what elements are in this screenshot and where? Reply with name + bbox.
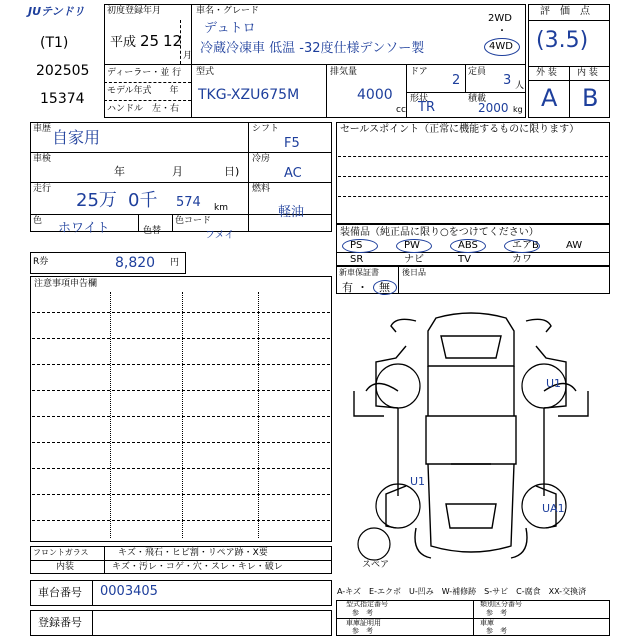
mileage-rest: 574: [176, 195, 201, 210]
color-value: ホワイト: [58, 221, 110, 236]
load-value: 2000: [478, 101, 509, 115]
registration-label: 登録番号: [38, 616, 82, 629]
type-label: 型式: [196, 67, 215, 77]
interior-cond-label: 内装: [56, 562, 75, 572]
shift-value: F5: [284, 136, 300, 151]
lot-prefix: (T1): [40, 35, 69, 51]
logo: [28, 4, 100, 20]
equipment-title: 装備品（純正品に限り○をつけてください）: [340, 227, 539, 238]
load-label: 積載: [468, 94, 487, 104]
damage-u1-right: U1: [546, 377, 562, 390]
drive-dot: ・: [497, 26, 507, 37]
equipment-circle: [504, 239, 540, 253]
drive-4wd: 4WD: [489, 41, 513, 52]
equipment-circle: [342, 239, 378, 253]
warranty-nashi: 無: [379, 281, 390, 294]
warranty-ari: 有: [342, 281, 353, 294]
doors-label: ドア: [410, 67, 428, 77]
equipment-item: PW: [404, 240, 420, 251]
inspection-year: 年: [114, 165, 125, 178]
exterior-label: 外 装: [536, 68, 557, 78]
warranty-label: 新車保証書: [339, 268, 379, 277]
glass-label: フロントガラス: [33, 548, 89, 557]
reg-year: 25: [140, 32, 160, 50]
shape-label: 形状: [410, 94, 429, 104]
capacity-unit: 人: [515, 81, 525, 91]
type-value: TKG-XZU675M: [198, 87, 300, 103]
exterior-value: A: [541, 84, 558, 112]
interior-cond-value: キズ・汚レ・コゲ・穴・スレ・キレ・破レ: [112, 562, 283, 572]
usage-label: 車歴: [33, 124, 52, 134]
rating-title: 評 価 点: [540, 6, 590, 17]
box1-title: 型式指定番号: [346, 600, 388, 608]
interior-label: 内 装: [577, 68, 598, 78]
car-name: デュトロ: [204, 21, 256, 36]
chassis-value: 0003405: [100, 584, 158, 599]
car-name-label: 車名・グレード: [196, 6, 260, 16]
reg-month: 12: [163, 32, 183, 50]
box1-sub: 参 考: [352, 609, 373, 617]
spare-label: スペア: [362, 560, 390, 570]
drive-2wd: 2WD: [488, 13, 512, 24]
fuel-value: 軽油: [278, 205, 305, 220]
equipment-item: カワ: [512, 254, 532, 265]
damage-ua1: UA1: [542, 502, 565, 515]
glass-value: キズ・飛石・ヒビ割・リペア跡・X要: [118, 548, 268, 558]
spare-wheel: [358, 528, 390, 560]
vehicle-diagram: [336, 296, 610, 586]
notes-title: 注意事項申告欄: [34, 279, 98, 289]
equipment-item: SR: [350, 254, 364, 265]
inspection-label: 車検: [33, 154, 52, 164]
shift-label: シフト: [252, 124, 280, 134]
sales-points-box: [336, 122, 610, 224]
fuel-label: 燃料: [252, 184, 271, 194]
warranty-dot: ・: [357, 281, 368, 294]
load-unit: kg: [513, 105, 523, 114]
wheels: [358, 364, 566, 560]
capacity-value: 3: [503, 73, 512, 88]
color-code-value: フメイ: [205, 230, 235, 241]
code-number-2: 15374: [40, 91, 85, 107]
era: 平成: [110, 35, 137, 50]
mileage-unit: km: [214, 203, 228, 213]
recycle-value: 8,820: [115, 255, 156, 271]
model-year-label: モデル年式 年: [107, 86, 179, 96]
mileage-sen: 0千: [128, 190, 158, 211]
equipment-item: エアB: [512, 240, 539, 251]
ac-label: 冷房: [252, 154, 271, 164]
equipment-item: AW: [566, 240, 583, 251]
equipment-item: ABS: [458, 240, 478, 251]
damage-u1-left: U1: [410, 475, 426, 488]
equipment-item: ナビ: [404, 254, 424, 265]
box4-title: 車庫: [480, 619, 494, 627]
mileage-label: 走行: [33, 184, 52, 194]
truck-outline: [354, 313, 588, 558]
equipment-item: TV: [458, 254, 471, 265]
box3-title: 車庫証明用: [346, 619, 381, 627]
equipment-circle: [450, 239, 486, 253]
recycle-unit: 円: [170, 258, 180, 268]
grade: 冷蔵冷凍車 低温 -32度仕様デンソー製: [200, 41, 425, 56]
doors-value: 2: [452, 73, 461, 88]
color-change-label: 色替: [143, 226, 162, 236]
month-unit: 月: [183, 51, 193, 61]
chassis-label: 車台番号: [38, 586, 82, 599]
shape-value: TR: [418, 100, 435, 115]
code-number-1: 202505: [36, 63, 90, 79]
logo-text: JUテンドリ: [28, 5, 85, 18]
box2-sub: 参 考: [486, 609, 507, 617]
inspection-month: 月: [172, 165, 183, 178]
damage-legend: A-キズ E-エクボ U-凹み W-補修跡 S-サビ C-腐食 XX-交換済: [337, 587, 587, 596]
inspection-day: 日): [224, 165, 240, 178]
notes-box: [30, 276, 332, 542]
displacement-value: 4000: [357, 87, 393, 103]
trunk-label: 後日品: [402, 268, 426, 277]
recycle-box: [30, 252, 186, 274]
rating-score: (3.5): [536, 28, 589, 53]
mileage-man: 25万: [76, 190, 117, 211]
displacement-unit: cc: [396, 105, 406, 115]
usage-value: 自家用: [52, 128, 101, 147]
box2-title: 類別区分番号: [480, 600, 522, 608]
interior-value: B: [582, 84, 599, 112]
handle-label: ハンドル 左・右: [107, 104, 180, 114]
box3-sub: 参 考: [352, 627, 373, 635]
color-code-label: 色コード: [175, 216, 212, 226]
first-reg-label: 初度登録年月: [107, 6, 162, 16]
dealer-label: ディーラー・並 行: [107, 68, 182, 78]
recycle-label: R券: [33, 257, 49, 267]
capacity-label: 定員: [468, 67, 487, 77]
ac-value: AC: [284, 166, 302, 181]
sales-points-title: セールスポイント（正常に機能するものに限ります）: [340, 124, 580, 135]
equipment-circle: [396, 239, 432, 253]
equipment-item: PS: [350, 240, 363, 251]
box4-sub: 参 考: [486, 627, 507, 635]
displacement-label: 排気量: [330, 67, 358, 77]
color-label: 色: [33, 216, 43, 226]
